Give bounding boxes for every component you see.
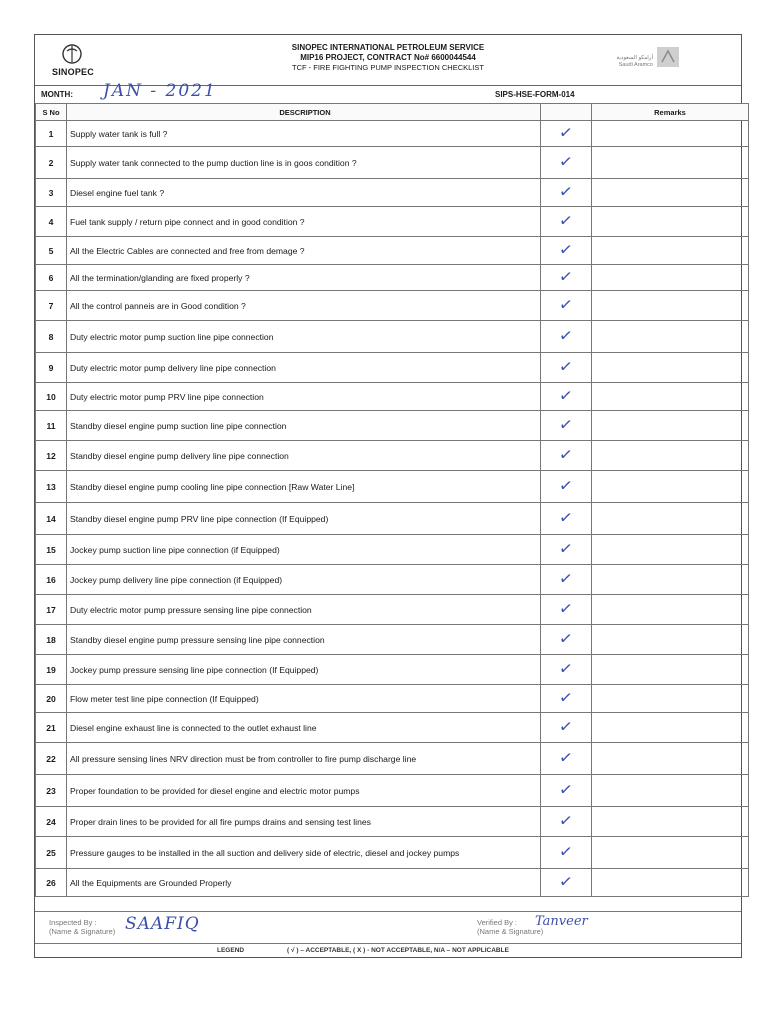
row-sno: 10: [36, 383, 67, 411]
row-description: Diesel engine exhaust line is connected to the outlet exhaust line: [67, 713, 541, 743]
form-header: [35, 35, 741, 86]
row-description: Standby diesel engine pump pressure sensing line pipe connection: [67, 625, 541, 655]
row-status: [541, 411, 592, 441]
row-status: [541, 503, 592, 535]
row-sno: 16: [36, 565, 67, 595]
row-remarks: [592, 837, 749, 869]
table-row: [36, 265, 749, 291]
row-status: [541, 625, 592, 655]
table-row: [36, 121, 749, 147]
legend-text: ( √ ) – ACCEPTABLE, ( X ) - NOT ACCEPTABLE, N/A – NOT APPLICABLE: [287, 947, 509, 954]
checkmark-icon: ✓: [558, 748, 574, 768]
month-row: [35, 81, 741, 104]
row-remarks: [592, 265, 749, 291]
title-line-2: MIP16 PROJECT, CONTRACT No# 6600044544: [300, 53, 476, 62]
checkmark-icon: ✓: [558, 211, 574, 231]
checkmark-icon: ✓: [558, 659, 574, 679]
table-row: [36, 503, 749, 535]
checkmark-icon: ✓: [558, 599, 574, 619]
header-status: [541, 104, 592, 121]
row-remarks: [592, 411, 749, 441]
verified-by-sublabel: (Name & Signature): [477, 927, 544, 936]
table-row: [36, 441, 749, 471]
checkmark-icon: ✓: [558, 569, 574, 589]
table-row: [36, 237, 749, 265]
header-sno: S No: [36, 104, 67, 121]
row-sno: 17: [36, 595, 67, 625]
checkmark-icon: ✓: [558, 295, 574, 315]
row-description: All the Equipments are Grounded Properly: [67, 869, 541, 897]
row-remarks: [592, 383, 749, 411]
row-sno: 4: [36, 207, 67, 237]
legend-label: LEGEND: [217, 947, 245, 954]
row-status: [541, 775, 592, 807]
table-row: [36, 565, 749, 595]
row-remarks: [592, 685, 749, 713]
row-description: Standby diesel engine pump suction line pipe connection: [67, 411, 541, 441]
row-status: [541, 383, 592, 411]
row-description: Proper foundation to be provided for diesel engine and electric motor pumps: [67, 775, 541, 807]
row-description: Jockey pump suction line pipe connection (if Equipped): [67, 535, 541, 565]
row-sno: 11: [36, 411, 67, 441]
checkmark-icon: ✓: [558, 872, 574, 892]
inspected-by-label: Inspected By :: [49, 918, 97, 927]
checklist-table: [35, 103, 749, 897]
row-status: [541, 237, 592, 265]
row-sno: 22: [36, 743, 67, 775]
row-description: Jockey pump delivery line pipe connection (if Equipped): [67, 565, 541, 595]
row-status: [541, 265, 592, 291]
aramco-logo: [595, 45, 685, 75]
table-row: [36, 353, 749, 383]
inspected-by-sublabel: (Name & Signature): [49, 927, 116, 936]
table-row: [36, 685, 749, 713]
row-remarks: [592, 775, 749, 807]
checkmark-icon: ✓: [558, 123, 574, 143]
checkmark-icon: ✓: [558, 415, 574, 435]
row-remarks: [592, 807, 749, 837]
month-value: JAN - 2021: [103, 81, 217, 101]
table-row: [36, 383, 749, 411]
table-row: [36, 655, 749, 685]
row-description: All pressure sensing lines NRV direction must be from controller to fire pump discharge line: [67, 743, 541, 775]
row-remarks: [592, 595, 749, 625]
row-sno: 14: [36, 503, 67, 535]
row-status: [541, 471, 592, 503]
checkmark-icon: ✓: [558, 152, 574, 172]
form-number: SIPS-HSE-FORM-014: [495, 90, 575, 99]
row-sno: 13: [36, 471, 67, 503]
checkmark-icon: ✓: [558, 780, 574, 800]
checkmark-icon: ✓: [558, 445, 574, 465]
row-description: Supply water tank connected to the pump duction line is in goos condition ?: [67, 147, 541, 179]
row-sno: 19: [36, 655, 67, 685]
row-remarks: [592, 869, 749, 897]
row-description: Standby diesel engine pump cooling line pipe connection [Raw Water Line]: [67, 471, 541, 503]
checkmark-icon: ✓: [558, 508, 574, 528]
signature-row: [35, 911, 741, 944]
row-remarks: [592, 179, 749, 207]
row-sno: 9: [36, 353, 67, 383]
row-sno: 25: [36, 837, 67, 869]
header-description: DESCRIPTION: [67, 104, 541, 121]
row-remarks: [592, 743, 749, 775]
checkmark-icon: ✓: [558, 811, 574, 831]
row-remarks: [592, 441, 749, 471]
table-row: [36, 147, 749, 179]
sinopec-logo: [43, 43, 103, 83]
title-line-3: TCF - FIRE FIGHTING PUMP INSPECTION CHECKLIST: [292, 63, 484, 72]
table-row: [36, 807, 749, 837]
row-remarks: [592, 353, 749, 383]
row-status: [541, 353, 592, 383]
row-status: [541, 837, 592, 869]
row-description: Proper drain lines to be provided for all fire pumps drains and sensing test lines: [67, 807, 541, 837]
row-sno: 3: [36, 179, 67, 207]
checkmark-icon: ✓: [558, 182, 574, 202]
row-status: [541, 655, 592, 685]
row-remarks: [592, 625, 749, 655]
table-row: [36, 869, 749, 897]
row-sno: 6: [36, 265, 67, 291]
inspector-signature: SAAFIQ: [125, 914, 200, 934]
row-sno: 20: [36, 685, 67, 713]
checkmark-icon: ✓: [558, 240, 574, 260]
table-header-row: [36, 104, 749, 121]
row-description: Supply water tank is full ?: [67, 121, 541, 147]
row-description: Fuel tank supply / return pipe connect and in good condition ?: [67, 207, 541, 237]
row-remarks: [592, 471, 749, 503]
table-row: [36, 743, 749, 775]
inspected-by-block: [49, 918, 115, 936]
row-status: [541, 565, 592, 595]
row-sno: 8: [36, 321, 67, 353]
row-remarks: [592, 121, 749, 147]
row-status: [541, 321, 592, 353]
row-description: Duty electric motor pump delivery line pipe connection: [67, 353, 541, 383]
verified-by-label: Verified By :: [477, 918, 518, 927]
form-title-block: [215, 43, 561, 73]
table-row: [36, 837, 749, 869]
row-remarks: [592, 147, 749, 179]
title-line-1: SINOPEC INTERNATIONAL PETROLEUM SERVICE: [291, 43, 485, 52]
legend-row: [35, 943, 741, 958]
row-remarks: [592, 565, 749, 595]
table-row: [36, 291, 749, 321]
row-sno: 2: [36, 147, 67, 179]
table-row: [36, 625, 749, 655]
checkmark-icon: ✓: [558, 326, 574, 346]
sinopec-emblem-icon: [61, 43, 83, 67]
table-row: [36, 595, 749, 625]
checkmark-icon: ✓: [558, 267, 574, 287]
row-remarks: [592, 535, 749, 565]
row-description: Jockey pump pressure sensing line pipe connection (If Equipped): [67, 655, 541, 685]
row-remarks: [592, 655, 749, 685]
row-status: [541, 207, 592, 237]
row-description: All the control panneis are in Good condition ?: [67, 291, 541, 321]
table-row: [36, 713, 749, 743]
checkmark-icon: ✓: [558, 842, 574, 862]
row-status: [541, 147, 592, 179]
row-status: [541, 179, 592, 207]
table-row: [36, 207, 749, 237]
checkmark-icon: ✓: [558, 357, 574, 377]
row-description: Flow meter test line pipe connection (If Equipped): [67, 685, 541, 713]
row-status: [541, 121, 592, 147]
table-row: [36, 535, 749, 565]
row-status: [541, 595, 592, 625]
table-row: [36, 179, 749, 207]
checkmark-icon: ✓: [558, 717, 574, 737]
row-status: [541, 713, 592, 743]
row-remarks: [592, 503, 749, 535]
row-remarks: [592, 321, 749, 353]
table-row: [36, 471, 749, 503]
row-remarks: [592, 237, 749, 265]
checkmark-icon: ✓: [558, 539, 574, 559]
row-sno: 7: [36, 291, 67, 321]
row-status: [541, 807, 592, 837]
row-description: All the Electric Cables are connected and free from demage ?: [67, 237, 541, 265]
row-status: [541, 441, 592, 471]
row-description: Duty electric motor pump pressure sensing line pipe connection: [67, 595, 541, 625]
checkmark-icon: ✓: [558, 476, 574, 496]
row-remarks: [592, 291, 749, 321]
row-sno: 21: [36, 713, 67, 743]
row-sno: 12: [36, 441, 67, 471]
row-status: [541, 535, 592, 565]
month-label: MONTH:: [41, 90, 73, 99]
header-remarks: Remarks: [592, 104, 749, 121]
row-description: Standby diesel engine pump delivery line pipe connection: [67, 441, 541, 471]
aramco-emblem-icon: [657, 47, 679, 67]
row-description: Pressure gauges to be installed in the all suction and delivery side of electric, diesel and jockey pumps: [67, 837, 541, 869]
row-status: [541, 685, 592, 713]
row-description: All the termination/glanding are fixed properly ?: [67, 265, 541, 291]
table-row: [36, 411, 749, 441]
row-sno: 15: [36, 535, 67, 565]
aramco-wordmark: أرامكو السعودية Saudi Aramco: [616, 55, 653, 68]
row-sno: 18: [36, 625, 67, 655]
verified-by-block: [477, 918, 543, 936]
row-sno: 23: [36, 775, 67, 807]
row-description: Standby diesel engine pump PRV line pipe connection (If Equipped): [67, 503, 541, 535]
row-sno: 24: [36, 807, 67, 837]
row-sno: 1: [36, 121, 67, 147]
checkmark-icon: ✓: [558, 629, 574, 649]
table-row: [36, 321, 749, 353]
row-status: [541, 869, 592, 897]
row-sno: 5: [36, 237, 67, 265]
row-description: Diesel engine fuel tank ?: [67, 179, 541, 207]
table-row: [36, 775, 749, 807]
verifier-signature: Tanveer: [535, 914, 588, 929]
row-description: Duty electric motor pump PRV line pipe connection: [67, 383, 541, 411]
row-remarks: [592, 207, 749, 237]
row-status: [541, 743, 592, 775]
row-status: [541, 291, 592, 321]
row-sno: 26: [36, 869, 67, 897]
row-remarks: [592, 713, 749, 743]
sinopec-wordmark: SINOPEC: [52, 67, 94, 77]
checkmark-icon: ✓: [558, 688, 574, 708]
checklist-sheet: [34, 34, 742, 958]
checkmark-icon: ✓: [558, 386, 574, 406]
row-description: Duty electric motor pump suction line pipe connection: [67, 321, 541, 353]
